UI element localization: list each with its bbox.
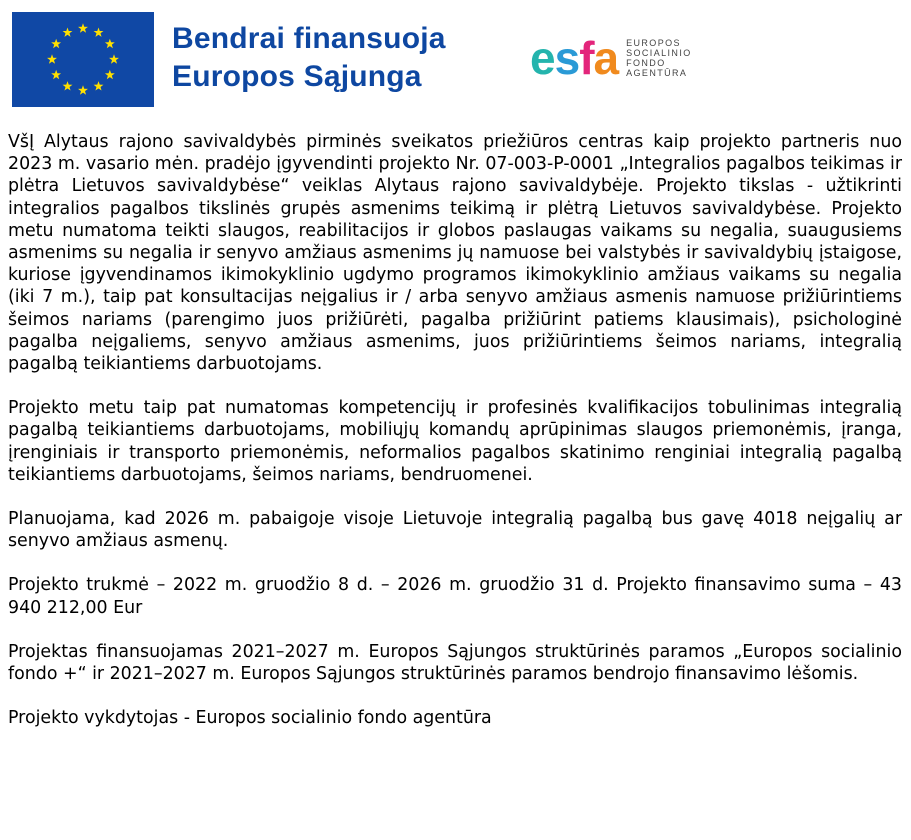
esfa-logo: [530, 34, 692, 82]
article-body: [8, 131, 902, 729]
esfa-letter-f: f: [579, 32, 594, 84]
eu-flag-icon: [12, 12, 154, 107]
paragraph-duration-funding: Projekto trukmė – 2022 m. gruodžio 8 d. – 2026 m. gruodžio 31 d. Projekto finansavimo suma – 43 940 212,00 Eur: [8, 575, 902, 618]
esfa-wordmark: [530, 32, 619, 84]
esfa-letter-a: a: [593, 32, 619, 84]
paragraph-project-intro: VšĮ Alytaus rajono savivaldybės pirminės sveikatos priežiūros centras kaip projekto partneris nuo 2023 m. vasario mėn. pradėjo įgyvendinti projekto Nr. 07-003-P-0001 „Integralios pagalbos teikimas ir plėtra Lietuvos savivaldybėse“ veiklas Alytaus rajono savivaldybėje. Projekto tikslas - užtikrinti integralios pagalbos tikslinės grupės asmenims teikimą ir plėtrą Lietuvos savivaldybėse. Projekto metu numatoma teikti slaugos, reabilitacijos ir globos paslaugas vaikams su negalia, suaugusiems asmenims su negalia ir senyvo amžiaus asmenims jų namuose bei valstybės ir savivaldybių įstaigose, kuriose įgyvendinamos ikimokyklinio ugdymo programos ikimokyklinio amžiaus vaikams su negalia (iki 7 m.), taip pat konsultacijas neįgalius ir / arba senyvo amžiaus asmenis namuose prižiūrintiems šeimos nariams (parengimo juos prižiūrėti, pagalba prižiūrint patiems klausimais), psichologinė pagalba neįgaliems, senyvo amžiaus asmenims, juos prižiūrintiems šeimos nariams, integralią pagalbą teikiantiems darbuotojams.: [8, 132, 902, 375]
esfa-letter-e: e: [530, 32, 555, 84]
paragraph-project-activities: Projekto metu taip pat numatomas kompetencijų ir profesinės kvalifikacijos tobulinimas integralią pagalbą teikiantiems darbuotojams, mobiliųjų komandų aprūpinimas slaugos priemonėmis, įranga, įrenginiais ir transporto priemonėmis, neformalios pagalbos skatinimo renginiai integralią pagalbą teikiantiems darbuotojams, šeimos nariams, bendruomenei.: [8, 398, 902, 485]
paragraph-planned-results: Planuojama, kad 2026 m. pabaigoje visoje Lietuvoje integralią pagalbą bus gavę 4018 neįgalių ar senyvo amžiaus asmenų.: [8, 509, 902, 552]
paragraph-executor: Projekto vykdytojas - Europos socialinio fondo agentūra: [8, 708, 492, 729]
esfa-letter-s: s: [554, 32, 580, 84]
eu-text-line-1: Bendrai finansuoja: [172, 22, 446, 55]
esfa-tagline-line: EUROPOS: [626, 38, 681, 48]
eu-text-line-2: Europos Sąjunga: [172, 60, 422, 93]
esfa-tagline-line: SOCIALINIO: [626, 48, 692, 58]
esfa-tagline: [626, 38, 692, 78]
esfa-tagline-line: AGENTŪRA: [626, 68, 688, 78]
header: [0, 0, 911, 120]
eu-cofunded-text: [172, 20, 446, 96]
paragraph-funding-source: Projektas finansuojamas 2021–2027 m. Europos Sąjungos struktūrinės paramos „Europos socialinio fondo +“ ir 2021–2027 m. Europos Sąjungos struktūrinės paramos bendrojo finansavimo lėšomis.: [8, 641, 902, 685]
esfa-tagline-line: FONDO: [626, 58, 666, 68]
